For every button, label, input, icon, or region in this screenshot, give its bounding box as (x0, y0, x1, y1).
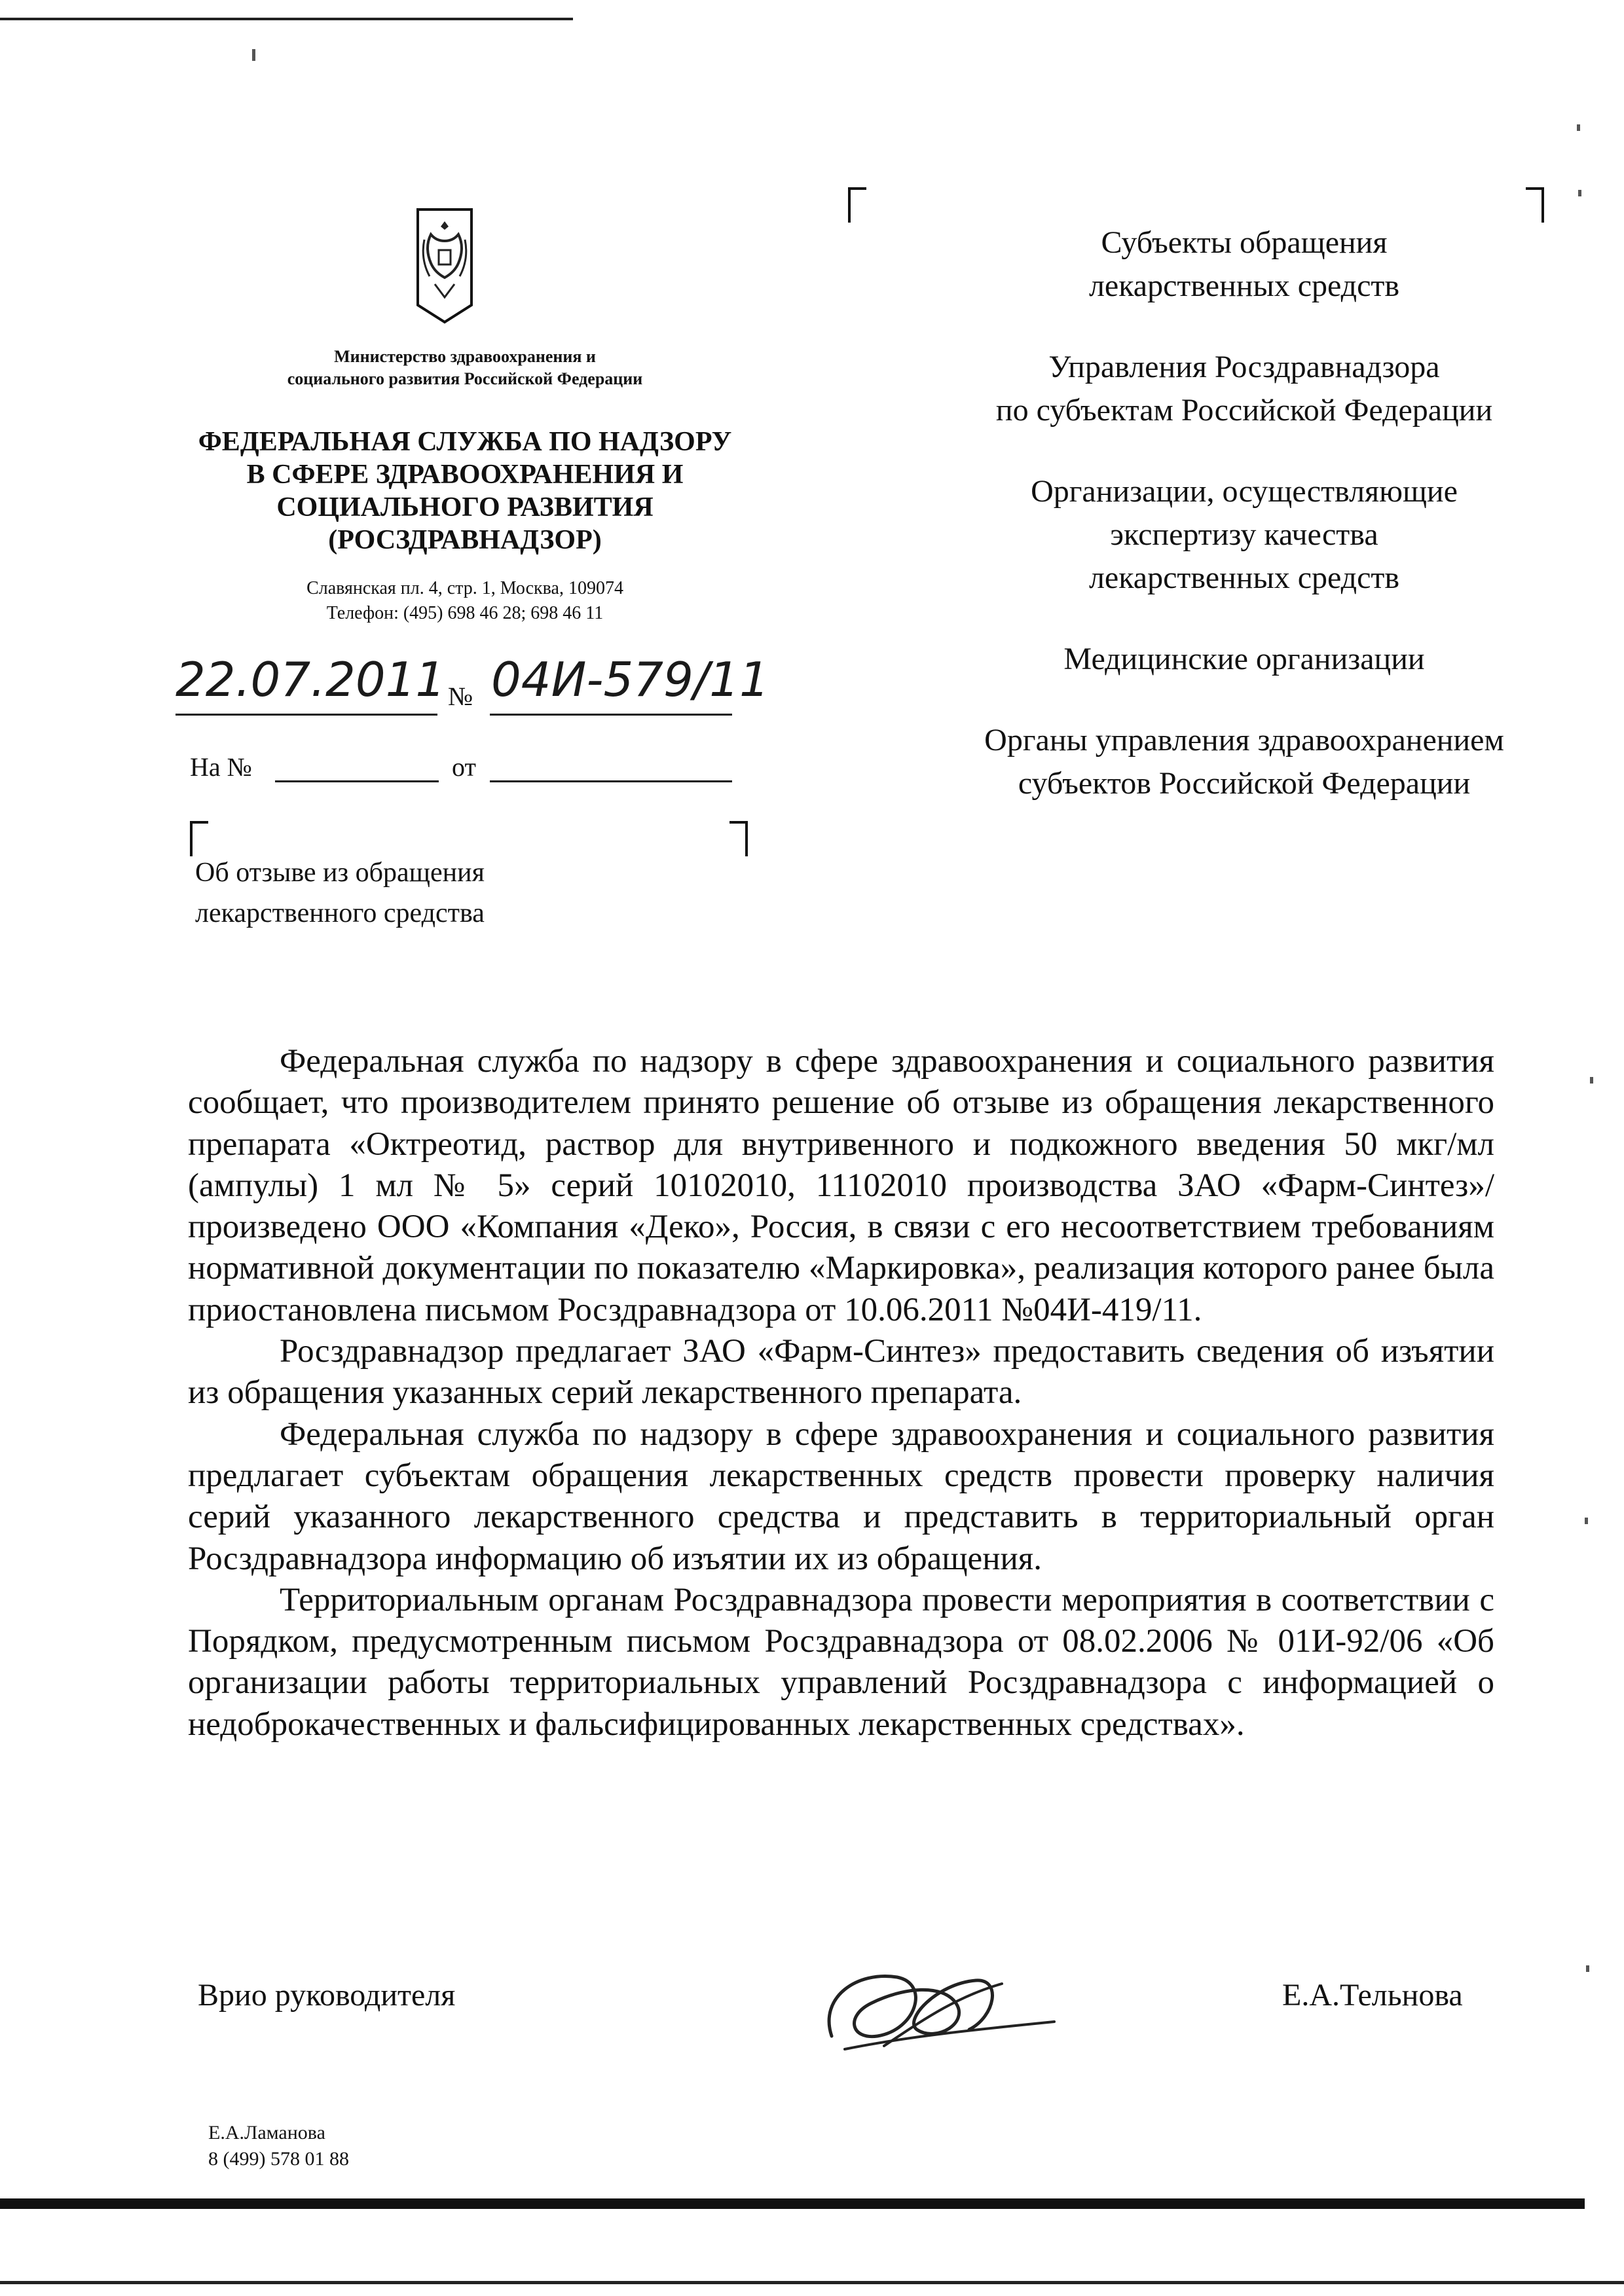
ministry-line: социального развития Российской Федерации (287, 369, 643, 388)
agency-address (196, 576, 733, 626)
agency-line: (РОСЗДРАВНАДЗОР) (328, 525, 602, 555)
recipient-line: Управления Росздравнадзора (1048, 350, 1440, 384)
agency-line: В СФЕРЕ ЗДРАВООХРАНЕНИЯ И (246, 460, 684, 490)
agency-line: СОЦИАЛЬНОГО РАЗВИТИЯ (276, 492, 654, 522)
recipient-line: лекарственных средств (1088, 268, 1400, 303)
bracket-top-left (848, 187, 866, 223)
coat-of-arms-icon (415, 207, 474, 326)
recipient-entry (891, 221, 1598, 308)
body-paragraph: Федеральная служба по надзору в сфере здравоохранения и социального развития сообщает, что производителем принято решение об отзыве из обращения лекарственного препарата «Октреотид, раствор для внутривенного и подкожного введения 50 мкг/мл (ампулы) 1 мл № 5» серий 10102010, 11102010 производства ЗАО «Фарм-Синтез»/произведено ООО «Компания «Деко», Россия, в связи с его несоответствием требованиям нормативной документации по показателю «Маркировка», реализация которого ранее была приостановлена письмом Росздравнадзора от 10.06.2011 №04И-419/11. (188, 1043, 1494, 1328)
number-underline (490, 714, 732, 716)
handwritten-signature (805, 1958, 1067, 2062)
recipients-list (891, 221, 1598, 843)
scan-speck (252, 49, 255, 61)
handwritten-date: 22.07.2011 (175, 652, 446, 707)
recipient-entry (891, 638, 1598, 681)
reply-date-line (490, 780, 732, 782)
body-paragraph: Росздравнадзор предлагает ЗАО «Фарм-Синтез» предоставить сведения об изъятии из обращения указанных серий лекарственного препарата. (188, 1333, 1494, 1412)
address-line: Славянская пл. 4, стр. 1, Москва, 109074 (306, 578, 623, 598)
ministry-name (196, 346, 733, 390)
phone-line: Телефон: (495) 698 46 28; 698 46 11 (326, 603, 604, 623)
scan-speck (1577, 124, 1580, 131)
recipient-line: Органы управления здравоохранением (984, 723, 1504, 757)
executor-name: Е.А.Ламанова (208, 2122, 325, 2143)
recipient-line: Медицинские организации (1063, 642, 1425, 676)
number-label: № (448, 682, 473, 711)
executor-phone: 8 (499) 578 01 88 (208, 2148, 349, 2170)
signatory-title: Врио руководителя (198, 1978, 456, 2013)
bracket-top-right (1526, 187, 1544, 223)
recipient-line: по субъектам Российской Федерации (995, 393, 1493, 428)
subject-line: Об отзыве из обращения (195, 858, 485, 888)
recipient-entry (891, 719, 1598, 805)
body-paragraph: Территориальным органам Росздравнадзора провести мероприятия в соответствии с Порядком, предусмотренным письмом Росздравнадзора от 08.02.2006 № 01И-92/06 «Об организации работы территориальных управлений Росздравнадзора с информацией о недоброкачественных и фальсифицированных лекарственных средствах». (188, 1581, 1494, 1743)
bracket-top-left (190, 821, 208, 856)
executor-info (208, 2120, 349, 2172)
agency-line: ФЕДЕРАЛЬНАЯ СЛУЖБА ПО НАДЗОРУ (198, 427, 732, 457)
recipient-entry (891, 470, 1598, 600)
signatory-name: Е.А.Тельнова (1282, 1978, 1463, 2013)
ministry-line: Министерство здравоохранения и (334, 347, 596, 366)
subject-line: лекарственного средства (195, 898, 485, 928)
recipient-line: Субъекты обращения (1101, 225, 1388, 260)
scan-edge-line-bottom (0, 2281, 1624, 2284)
recipient-line: субъектов Российской Федерации (1018, 766, 1471, 801)
scan-edge-line-top (0, 18, 573, 20)
recipient-line: экспертизу качества (1110, 517, 1378, 552)
agency-name (144, 426, 786, 556)
scan-speck (1585, 1518, 1588, 1524)
scan-speck (1578, 190, 1581, 196)
bracket-top-right (729, 821, 748, 856)
body-paragraph: Федеральная служба по надзору в сфере здравоохранения и социального развития предлагает субъектам обращения лекарственных средств провести проверку наличия серий указанного лекарственного средства и представить в территориальный орган Росздравнадзора информацию об изъятии их из обращения. (188, 1415, 1494, 1577)
reply-number-line (275, 780, 439, 782)
scan-speck (1586, 1965, 1589, 1972)
letter-subject (195, 852, 654, 934)
recipient-entry (891, 346, 1598, 432)
reply-label: На № (190, 752, 252, 782)
scan-speck (1590, 1077, 1593, 1084)
recipient-line: лекарственных средств (1088, 560, 1400, 595)
handwritten-doc-number: 04И-579/11 (491, 652, 769, 707)
from-label: от (452, 752, 476, 782)
letter-body (188, 1041, 1494, 1745)
page-bottom-rule (0, 2198, 1585, 2209)
recipient-line: Организации, осуществляющие (1031, 474, 1458, 509)
date-underline (175, 714, 437, 716)
